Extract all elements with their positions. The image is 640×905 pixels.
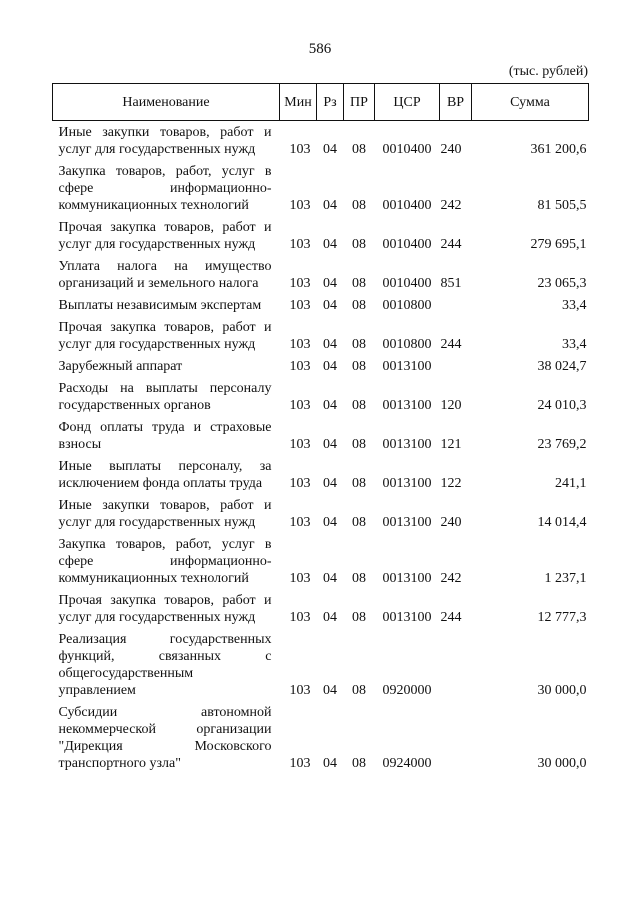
row-vr: 244	[440, 237, 462, 252]
row-rz: 04	[323, 298, 337, 313]
row-vr: 242	[440, 571, 462, 586]
row-min: 103	[289, 276, 311, 291]
table-row	[53, 701, 589, 774]
page-number: 586	[308, 41, 332, 57]
row-sum: 14 014,4	[537, 515, 587, 530]
row-name: Уплата налога на имущество организаций и земельного налога	[58, 259, 272, 291]
row-min: 103	[289, 683, 311, 698]
row-min: 103	[289, 237, 311, 252]
row-pr: 08	[352, 571, 366, 586]
row-name: Субсидии автономной некоммерческой организации "Дирекция Московского транспортного узла"	[58, 705, 272, 771]
row-csr: 0010400	[382, 276, 432, 291]
table-row	[53, 294, 589, 316]
table-body	[53, 121, 589, 775]
row-rz: 04	[323, 476, 337, 491]
header-min: Мин	[280, 84, 317, 121]
row-name: Закупка товаров, работ, услуг в сфере информационно-коммуникационных технологий	[58, 537, 272, 586]
row-sum: 30 000,0	[537, 683, 587, 698]
table-row	[53, 416, 589, 455]
row-csr: 0013100	[382, 398, 432, 413]
row-rz: 04	[323, 337, 337, 352]
table-row	[53, 494, 589, 533]
row-vr: 244	[440, 610, 462, 625]
row-min: 103	[289, 610, 311, 625]
row-vr: 851	[440, 276, 462, 291]
row-name: Закупка товаров, работ, услуг в сфере информационно-коммуникационных технологий	[58, 164, 272, 213]
units-note: (тыс. рублей)	[508, 64, 588, 79]
row-rz: 04	[323, 571, 337, 586]
row-min: 103	[289, 437, 311, 452]
header-pr: ПР	[344, 84, 375, 121]
row-name: Прочая закупка товаров, работ и услуг для государственных нужд	[58, 593, 272, 625]
row-vr	[440, 628, 472, 701]
row-csr: 0013100	[382, 437, 432, 452]
row-name: Зарубежный аппарат	[58, 359, 183, 374]
row-sum: 241,1	[555, 476, 587, 491]
row-csr: 0010400	[382, 237, 432, 252]
table-row	[53, 316, 589, 355]
row-rz: 04	[323, 398, 337, 413]
row-pr: 08	[352, 610, 366, 625]
row-vr: 240	[440, 142, 462, 157]
row-csr: 0013100	[382, 610, 432, 625]
row-pr: 08	[352, 515, 366, 530]
row-csr: 0010400	[382, 142, 432, 157]
header-vr: ВР	[440, 84, 472, 121]
row-min: 103	[289, 337, 311, 352]
row-csr: 0924000	[382, 756, 432, 771]
row-vr: 240	[440, 515, 462, 530]
row-sum: 1 237,1	[544, 571, 587, 586]
table-header	[53, 84, 589, 121]
row-min: 103	[289, 476, 311, 491]
header-rz: Рз	[317, 84, 344, 121]
row-vr	[440, 294, 472, 316]
row-sum: 33,4	[562, 298, 587, 313]
table-row	[53, 255, 589, 294]
row-pr: 08	[352, 359, 366, 374]
row-sum: 81 505,5	[537, 198, 587, 213]
row-name: Прочая закупка товаров, работ и услуг для государственных нужд	[58, 320, 272, 352]
table-row	[53, 628, 589, 701]
row-rz: 04	[323, 515, 337, 530]
row-pr: 08	[352, 683, 366, 698]
row-vr	[440, 355, 472, 377]
row-name: Иные закупки товаров, работ и услуг для государственных нужд	[58, 498, 272, 530]
row-vr: 120	[440, 398, 462, 413]
row-sum: 279 695,1	[530, 237, 587, 252]
row-rz: 04	[323, 237, 337, 252]
row-sum: 24 010,3	[537, 398, 587, 413]
row-min: 103	[289, 142, 311, 157]
row-rz: 04	[323, 683, 337, 698]
row-rz: 04	[323, 198, 337, 213]
row-name: Реализация государственных функций, связанных с общегосударственным управлением	[58, 632, 272, 698]
row-rz: 04	[323, 276, 337, 291]
table-row	[53, 160, 589, 216]
row-sum: 33,4	[562, 337, 587, 352]
table-row	[53, 589, 589, 628]
row-min: 103	[289, 756, 311, 771]
budget-table	[52, 83, 589, 774]
row-min: 103	[289, 298, 311, 313]
table-row	[53, 355, 589, 377]
row-pr: 08	[352, 476, 366, 491]
table-row	[53, 533, 589, 589]
row-vr: 244	[440, 337, 462, 352]
row-name: Иные выплаты персоналу, за исключением фонда оплаты труда	[58, 459, 272, 491]
table-row	[53, 455, 589, 494]
row-pr: 08	[352, 298, 366, 313]
row-vr	[440, 701, 472, 774]
row-csr: 0013100	[382, 571, 432, 586]
row-name: Выплаты независимым экспертам	[58, 298, 262, 313]
table-row	[53, 216, 589, 255]
row-pr: 08	[352, 337, 366, 352]
row-csr: 0013100	[382, 515, 432, 530]
row-rz: 04	[323, 756, 337, 771]
row-pr: 08	[352, 276, 366, 291]
row-pr: 08	[352, 142, 366, 157]
row-sum: 38 024,7	[537, 359, 587, 374]
row-vr: 122	[440, 476, 462, 491]
row-min: 103	[289, 198, 311, 213]
row-csr: 0010800	[382, 298, 432, 313]
row-min: 103	[289, 359, 311, 374]
row-vr: 121	[440, 437, 462, 452]
row-rz: 04	[323, 359, 337, 374]
row-rz: 04	[323, 437, 337, 452]
row-name: Прочая закупка товаров, работ и услуг для государственных нужд	[58, 220, 272, 252]
row-name: Иные закупки товаров, работ и услуг для государственных нужд	[58, 125, 272, 157]
row-csr: 0013100	[382, 359, 432, 374]
row-pr: 08	[352, 756, 366, 771]
row-min: 103	[289, 571, 311, 586]
table-row	[53, 121, 589, 161]
row-csr: 0010800	[382, 337, 432, 352]
row-min: 103	[289, 515, 311, 530]
row-rz: 04	[323, 610, 337, 625]
row-sum: 361 200,6	[530, 142, 587, 157]
row-pr: 08	[352, 398, 366, 413]
row-pr: 08	[352, 198, 366, 213]
header-csr: ЦСР	[375, 84, 440, 121]
row-sum: 30 000,0	[537, 756, 587, 771]
header-name: Наименование	[53, 84, 280, 121]
table-row	[53, 377, 589, 416]
row-csr: 0920000	[382, 683, 432, 698]
row-pr: 08	[352, 237, 366, 252]
row-rz: 04	[323, 142, 337, 157]
header-sum: Сумма	[472, 84, 589, 121]
row-name: Фонд оплаты труда и страховые взносы	[58, 420, 272, 452]
row-vr: 242	[440, 198, 462, 213]
row-sum: 12 777,3	[537, 610, 587, 625]
row-min: 103	[289, 398, 311, 413]
row-pr: 08	[352, 437, 366, 452]
row-csr: 0010400	[382, 198, 432, 213]
row-sum: 23 065,3	[537, 276, 587, 291]
row-name: Расходы на выплаты персоналу государственных органов	[58, 381, 272, 413]
row-sum: 23 769,2	[537, 437, 587, 452]
row-csr: 0013100	[382, 476, 432, 491]
